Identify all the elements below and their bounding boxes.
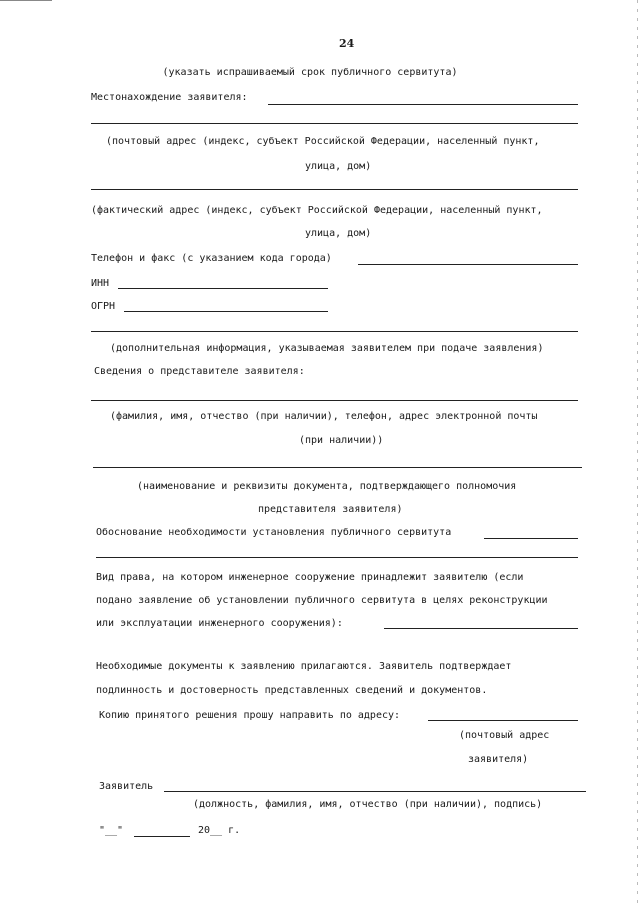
applicant-location-field[interactable] (268, 104, 578, 105)
applicant-location-label: Местонахождение заявителя: (91, 92, 248, 103)
postal-address-field[interactable] (91, 123, 578, 124)
inn-field[interactable] (118, 288, 328, 289)
phone-fax-field[interactable] (358, 264, 578, 265)
right-edge-dots (637, 0, 638, 905)
term-hint: (указать испрашиваемый срок публичного сервитута) (162, 67, 458, 78)
ogrn-label: ОГРН (91, 301, 116, 312)
authority-document-field[interactable] (93, 467, 582, 468)
authority-document-hint: (наименование и реквизиты документа, подтверждающего полномочия (137, 481, 517, 492)
right-type-label: или эксплуатации инженерного сооружения): (96, 618, 343, 629)
actual-address-hint: (фактический адрес (индекс, субъект Российской Федерации, населенный пункт, (91, 205, 543, 216)
date-year: 20__ г. (198, 825, 241, 836)
page-number: 24 (339, 37, 355, 50)
decision-copy-address-field[interactable] (428, 720, 578, 721)
decision-copy-hint-2: заявителя) (468, 754, 529, 765)
right-type-text-1: Вид права, на котором инженерное сооружение принадлежит заявителю (если (96, 572, 524, 583)
representative-name-hint: (фамилия, имя, отчество (при наличии), телефон, адрес электронной почты (110, 411, 538, 422)
representative-name-hint-2: (при наличии)) (299, 435, 384, 446)
authority-document-hint-2: представителя заявителя) (258, 504, 403, 515)
representative-name-field[interactable] (91, 400, 578, 401)
documents-attached-text-2: подлинность и достоверность представленных сведений и документов. (96, 685, 488, 696)
applicant-signature-label: Заявитель (99, 781, 154, 792)
actual-address-hint-2: улица, дом) (305, 228, 372, 239)
phone-fax-label: Телефон и факс (с указанием кода города) (91, 253, 332, 264)
additional-info-hint: (дополнительная информация, указываемая заявителем при подаче заявления) (110, 343, 544, 354)
ogrn-field[interactable] (124, 311, 328, 312)
postal-address-hint: (почтовый адрес (индекс, субъект Российской Федерации, населенный пункт, (106, 136, 540, 147)
right-type-field[interactable] (384, 628, 578, 629)
justification-field[interactable] (484, 538, 578, 539)
justification-label: Обоснование необходимости установления публичного сервитута (96, 527, 452, 538)
additional-info-field[interactable] (91, 331, 578, 332)
decision-copy-hint: (почтовый адрес (459, 730, 550, 741)
date-day: "__" (99, 825, 124, 836)
applicant-signature-field[interactable] (164, 791, 586, 792)
inn-label: ИНН (91, 278, 110, 289)
applicant-signature-hint: (должность, фамилия, имя, отчество (при наличии), подпись) (193, 799, 543, 810)
right-type-text-2: подано заявление об установлении публичного сервитута в целях реконструкции (96, 595, 548, 606)
justification-field-2[interactable] (96, 557, 578, 558)
representative-label: Сведения о представителе заявителя: (94, 366, 305, 377)
postal-address-hint-2: улица, дом) (305, 161, 372, 172)
top-edge-mark (0, 0, 52, 1)
documents-attached-text-1: Необходимые документы к заявлению прилагаются. Заявитель подтверждает (96, 661, 512, 672)
actual-address-field[interactable] (91, 189, 578, 190)
date-month-field[interactable] (134, 836, 190, 837)
decision-copy-label: Копию принятого решения прошу направить по адресу: (99, 710, 401, 721)
